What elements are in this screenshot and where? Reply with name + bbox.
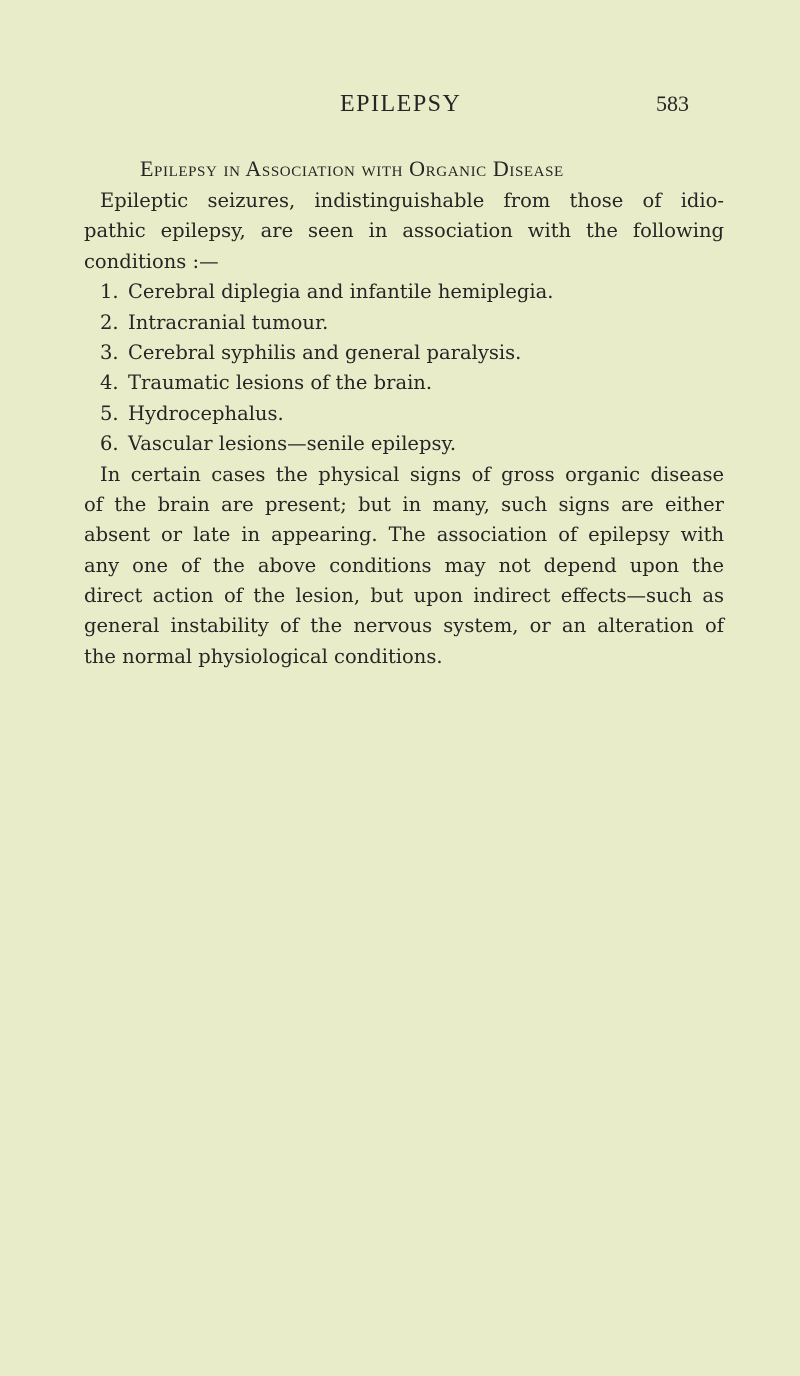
running-title: EPILEPSY	[340, 91, 462, 117]
text-line: pathic epilepsy, are seen in association with the following	[84, 219, 724, 243]
text-line: any one of the above conditions may not depend upon the	[84, 553, 724, 577]
text-line: direct action of the lesion, but upon indirect effects—such as	[84, 584, 724, 608]
list-item	[84, 338, 724, 368]
text-line: absent or late in appearing. The association of epilepsy with	[84, 523, 724, 547]
list-item-text: Cerebral syphilis and general paralysis.	[128, 340, 522, 364]
text-line: In certain cases the physical signs of gross organic disease	[100, 462, 724, 486]
text-line: the normal physiological conditions.	[84, 644, 443, 668]
list-item	[84, 277, 724, 307]
list-item	[84, 399, 724, 429]
text-line: of the brain are present; but in many, such signs are either	[84, 492, 724, 516]
running-head	[0, 88, 800, 120]
text-line: Epileptic seizures, indistinguishable from those of idio-	[100, 189, 724, 212]
list-item-number: 5.	[100, 401, 119, 425]
list-item-number: 2.	[100, 310, 119, 334]
list-item-number: 4.	[100, 371, 119, 395]
list-item-number: 6.	[100, 432, 119, 456]
list-item-text: Hydrocephalus.	[128, 401, 284, 425]
list-item	[84, 429, 724, 459]
list-item	[84, 368, 724, 398]
intro-paragraph	[84, 186, 724, 277]
conditions-list	[84, 277, 724, 459]
list-item-number: 1.	[100, 280, 119, 304]
section-heading: Epilepsy in Association with Organic Disease	[140, 156, 564, 181]
list-item-text: Traumatic lesions of the brain.	[128, 371, 433, 395]
list-item-text: Cerebral diplegia and infantile hemiplegia.	[128, 280, 554, 304]
body-text	[84, 186, 724, 672]
list-item-text: Intracranial tumour.	[128, 310, 329, 334]
text-line: general instability of the nervous system, or an alteration of	[84, 614, 724, 638]
list-item-text: Vascular lesions—senile epilepsy.	[128, 432, 457, 456]
list-item	[84, 308, 724, 338]
discussion-paragraph	[84, 460, 724, 673]
text-line: conditions :—	[84, 249, 219, 273]
page-number: 583	[656, 91, 689, 116]
list-item-number: 3.	[100, 340, 119, 364]
